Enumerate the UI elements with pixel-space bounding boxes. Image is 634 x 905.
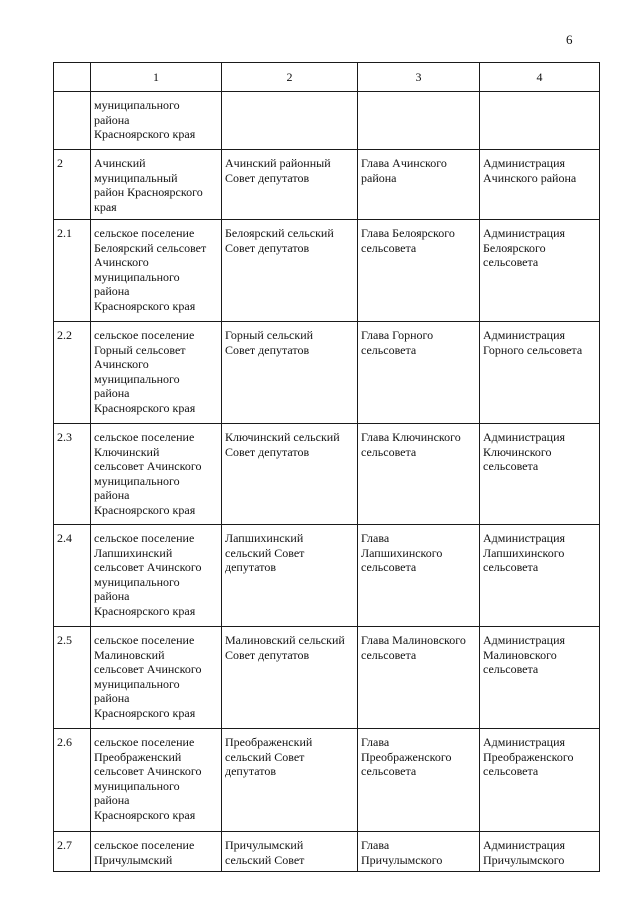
cell-text-line: сельское поселение bbox=[94, 328, 195, 342]
cell-text-line: Горный сельский bbox=[225, 328, 314, 342]
cell-text-line: муниципального bbox=[94, 574, 180, 589]
row-number-cell: 2.6 bbox=[54, 729, 91, 832]
cell-text-line: сельсовета bbox=[361, 444, 417, 459]
cell-text-line: Красноярского края bbox=[94, 400, 196, 415]
table-cell-c1 bbox=[91, 92, 222, 150]
cell-text-line: Преображенского bbox=[361, 749, 452, 764]
table-cell-c2 bbox=[222, 322, 358, 424]
cell-text-line: Ачинский районный bbox=[225, 156, 331, 170]
cell-text-line: района bbox=[361, 170, 397, 185]
table-cell-c1 bbox=[91, 627, 222, 729]
cell-text-line: муниципального bbox=[94, 98, 180, 112]
table-cell-c2 bbox=[222, 150, 358, 220]
cell-text-line: район Красноярского bbox=[94, 185, 203, 200]
cell-text-line: Причулымского bbox=[483, 852, 565, 867]
cell-text-line: сельсовета bbox=[361, 342, 417, 357]
cell-text-line: Совет депутатов bbox=[225, 240, 310, 255]
cell-text-line: Ачинского района bbox=[483, 170, 577, 185]
cell-text-line: муниципального bbox=[94, 778, 180, 793]
cell-text-line: района bbox=[94, 284, 130, 299]
table-cell-c4 bbox=[480, 92, 600, 150]
cell-text-line: района bbox=[94, 488, 130, 503]
table-row bbox=[54, 729, 600, 832]
cell-text-line: сельсовета bbox=[483, 255, 539, 270]
cell-text-line: Причулымского bbox=[361, 852, 443, 867]
table-cell-c2 bbox=[222, 525, 358, 627]
cell-text-line: муниципального bbox=[94, 473, 180, 488]
cell-text-line: Преображенский bbox=[225, 735, 313, 749]
cell-text-line: Красноярского края bbox=[94, 502, 196, 517]
table-cell-c2 bbox=[222, 627, 358, 729]
table-cell-c4 bbox=[480, 627, 600, 729]
cell-text-line: Лапшихинский bbox=[225, 531, 304, 545]
table-cell-c3 bbox=[358, 220, 480, 322]
cell-text-line: Красноярского края bbox=[94, 705, 196, 720]
cell-text-line: района bbox=[94, 793, 130, 808]
table-cell-c3 bbox=[358, 92, 480, 150]
row-number-cell: 2.1 bbox=[54, 220, 91, 322]
cell-text-line: сельский Совет bbox=[225, 545, 305, 560]
cell-text-line: Красноярского края bbox=[94, 603, 196, 618]
table-cell-c3 bbox=[358, 322, 480, 424]
cell-text-line: сельское поселение bbox=[94, 226, 195, 240]
cell-text-line: района bbox=[94, 112, 130, 127]
cell-text-line: Совет депутатов bbox=[225, 342, 310, 357]
cell-text-line: Совет депутатов bbox=[225, 170, 310, 185]
cell-text-line: Преображенского bbox=[483, 749, 574, 764]
cell-text-line: Совет депутатов bbox=[225, 444, 310, 459]
cell-text-line: сельсовет Ачинского bbox=[94, 459, 202, 474]
table-cell-c1 bbox=[91, 322, 222, 424]
table-row bbox=[54, 424, 600, 525]
cell-text-line: Белоярский сельский bbox=[225, 226, 334, 240]
cell-text-line: сельсовета bbox=[361, 764, 417, 779]
header-cell-2: 2 bbox=[222, 63, 358, 92]
cell-text-line: сельсовета bbox=[483, 764, 539, 779]
row-number-cell: 2.5 bbox=[54, 627, 91, 729]
table-row bbox=[54, 525, 600, 627]
table-row bbox=[54, 627, 600, 729]
cell-text-line: Ачинский bbox=[94, 156, 146, 170]
table-cell-c2 bbox=[222, 424, 358, 525]
table-header-row bbox=[54, 63, 600, 92]
cell-text-line: сельсовета bbox=[483, 459, 539, 474]
row-number-cell: 2.7 bbox=[54, 832, 91, 872]
row-number-cell bbox=[54, 92, 91, 150]
header-cell-num bbox=[54, 63, 91, 92]
table-cell-c3 bbox=[358, 424, 480, 525]
table-row bbox=[54, 220, 600, 322]
cell-text-line: Администрация bbox=[483, 226, 566, 240]
cell-text-line: района bbox=[94, 386, 130, 401]
cell-text-line: Глава Горного bbox=[361, 328, 434, 342]
cell-text-line: сельское поселение bbox=[94, 838, 195, 852]
cell-text-line: сельский Совет bbox=[225, 852, 305, 867]
header-cell-3: 3 bbox=[358, 63, 480, 92]
table-row bbox=[54, 150, 600, 220]
table-cell-c1 bbox=[91, 525, 222, 627]
cell-text-line: сельское поселение bbox=[94, 633, 195, 647]
cell-text-line: Ключинский bbox=[94, 444, 160, 459]
table-cell-c1 bbox=[91, 832, 222, 872]
table-row bbox=[54, 92, 600, 150]
cell-text-line: Лапшихинского bbox=[361, 545, 443, 560]
cell-text-line: Ключинский сельский bbox=[225, 430, 340, 444]
page-number: 6 bbox=[566, 32, 573, 47]
cell-text-line: сельсовета bbox=[361, 560, 417, 575]
cell-text-line: Глава bbox=[361, 735, 390, 749]
table-body bbox=[54, 92, 600, 872]
table-cell-c2 bbox=[222, 220, 358, 322]
row-number-cell: 2 bbox=[54, 150, 91, 220]
cell-text-line: Малиновский bbox=[94, 647, 165, 662]
header-cell-1: 1 bbox=[91, 63, 222, 92]
cell-text-line: сельсовет Ачинского bbox=[94, 662, 202, 677]
cell-text-line: сельсовета bbox=[361, 240, 417, 255]
cell-text-line: Глава Белоярского bbox=[361, 226, 455, 240]
cell-text-line: Горный сельсовет bbox=[94, 342, 186, 357]
cell-text-line: Глава bbox=[361, 838, 390, 852]
cell-text-line: сельсовета bbox=[483, 560, 539, 575]
cell-text-line: Малиновского bbox=[483, 647, 557, 662]
row-number-cell: 2.2 bbox=[54, 322, 91, 424]
row-number-cell: 2.3 bbox=[54, 424, 91, 525]
table-cell-c1 bbox=[91, 729, 222, 832]
cell-text-line: депутатов bbox=[225, 764, 277, 779]
table-cell-c4 bbox=[480, 525, 600, 627]
cell-text-line: муниципального bbox=[94, 371, 180, 386]
table-cell-c1 bbox=[91, 150, 222, 220]
table-cell-c1 bbox=[91, 220, 222, 322]
cell-text-line: Совет депутатов bbox=[225, 647, 310, 662]
cell-text-line: Причулымский bbox=[94, 852, 173, 867]
cell-text-line: Администрация bbox=[483, 328, 566, 342]
municipal-bodies-table bbox=[53, 62, 600, 872]
cell-text-line: Глава Ключинского bbox=[361, 430, 461, 444]
cell-text-line: Преображенский bbox=[94, 749, 182, 764]
cell-text-line: Администрация bbox=[483, 430, 566, 444]
table-cell-c2 bbox=[222, 92, 358, 150]
cell-text-line: Ключинского bbox=[483, 444, 552, 459]
cell-text-line: муниципального bbox=[94, 269, 180, 284]
cell-text-line: муниципального bbox=[94, 676, 180, 691]
table-cell-c3 bbox=[358, 729, 480, 832]
cell-text-line: Администрация bbox=[483, 531, 566, 545]
cell-text-line: района bbox=[94, 691, 130, 706]
row-number-cell: 2.4 bbox=[54, 525, 91, 627]
cell-text-line: Глава bbox=[361, 531, 390, 545]
table-cell-c4 bbox=[480, 322, 600, 424]
cell-text-line: края bbox=[94, 199, 117, 214]
cell-text-line: сельское поселение bbox=[94, 531, 195, 545]
cell-text-line: муниципальный bbox=[94, 170, 178, 185]
cell-text-line: Горного сельсовета bbox=[483, 342, 583, 357]
cell-text-line: Причулымский bbox=[225, 838, 304, 852]
cell-text-line: Ачинского bbox=[94, 357, 149, 372]
cell-text-line: Администрация bbox=[483, 633, 566, 647]
cell-text-line: Белоярский сельсовет bbox=[94, 240, 207, 255]
cell-text-line: сельсовета bbox=[361, 647, 417, 662]
cell-text-line: Красноярского края bbox=[94, 298, 196, 313]
cell-text-line: сельское поселение bbox=[94, 430, 195, 444]
cell-text-line: Красноярского края bbox=[94, 807, 196, 822]
table-cell-c4 bbox=[480, 424, 600, 525]
cell-text-line: Ачинского bbox=[94, 255, 149, 270]
table-cell-c4 bbox=[480, 150, 600, 220]
cell-text-line: Лапшихинский bbox=[94, 545, 173, 560]
cell-text-line: Администрация bbox=[483, 156, 566, 170]
cell-text-line: сельсовет Ачинского bbox=[94, 560, 202, 575]
cell-text-line: сельсовета bbox=[483, 662, 539, 677]
cell-text-line: Лапшихинского bbox=[483, 545, 565, 560]
cell-text-line: сельсовет Ачинского bbox=[94, 764, 202, 779]
cell-text-line: Глава Малиновского bbox=[361, 633, 466, 647]
cell-text-line: Красноярского края bbox=[94, 127, 196, 142]
table-row bbox=[54, 322, 600, 424]
cell-text-line: сельское поселение bbox=[94, 735, 195, 749]
table-cell-c1 bbox=[91, 424, 222, 525]
table-cell-c2 bbox=[222, 729, 358, 832]
cell-text-line: Администрация bbox=[483, 735, 566, 749]
cell-text-line: Малиновский сельский bbox=[225, 633, 345, 647]
cell-text-line: Администрация bbox=[483, 838, 566, 852]
cell-text-line: депутатов bbox=[225, 560, 277, 575]
table-cell-c2 bbox=[222, 832, 358, 872]
table-cell-c4 bbox=[480, 220, 600, 322]
table-cell-c3 bbox=[358, 832, 480, 872]
cell-text-line: Белоярского bbox=[483, 240, 546, 255]
cell-text-line: Глава Ачинского bbox=[361, 156, 447, 170]
table-cell-c4 bbox=[480, 832, 600, 872]
table-row bbox=[54, 832, 600, 872]
table-cell-c4 bbox=[480, 729, 600, 832]
cell-text-line: сельский Совет bbox=[225, 749, 305, 764]
table-cell-c3 bbox=[358, 525, 480, 627]
cell-text-line: района bbox=[94, 589, 130, 604]
table-cell-c3 bbox=[358, 150, 480, 220]
header-cell-4: 4 bbox=[480, 63, 600, 92]
table-cell-c3 bbox=[358, 627, 480, 729]
